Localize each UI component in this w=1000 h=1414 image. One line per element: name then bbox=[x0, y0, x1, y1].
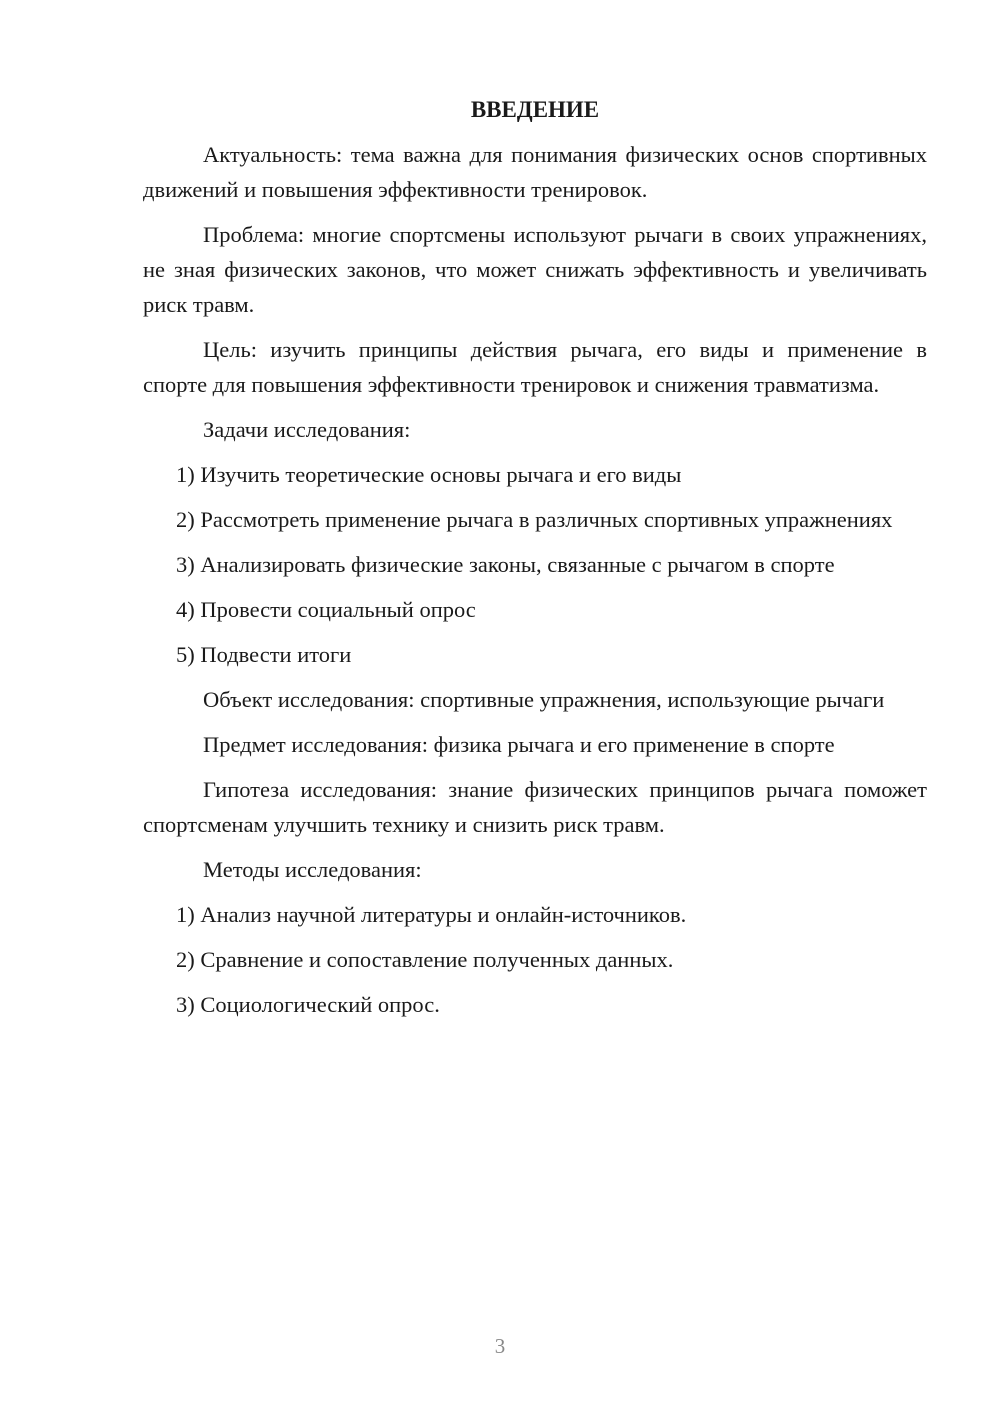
methods-title: Методы исследования: bbox=[203, 857, 422, 882]
task-item-4: 4) Провести социальный опрос bbox=[176, 597, 476, 622]
tasks-title: Задачи исследования: bbox=[203, 417, 411, 442]
problem-paragraph: Проблема: многие спортсмены используют рычаги в своих упражнениях, не зная физических законов, что может снижать эффективность и увеличивать риск травм. bbox=[143, 222, 927, 317]
page-number: 3 bbox=[494, 1334, 506, 1358]
method-item-2: 2) Сравнение и сопоставление полученных данных. bbox=[176, 947, 674, 972]
hypothesis-paragraph: Гипотеза исследования: знание физических принципов рычага поможет спортсменам улучшить технику и снизить риск травм. bbox=[143, 777, 927, 837]
task-item-5: 5) Подвести итоги bbox=[176, 642, 352, 667]
relevance-paragraph: Актуальность: тема важна для понимания физических основ спортивных движений и повышения эффективности тренировок. bbox=[143, 142, 927, 202]
subject-paragraph: Предмет исследования: физика рычага и его применение в спорте bbox=[203, 732, 835, 757]
method-item-3: 3) Социологический опрос. bbox=[176, 992, 440, 1017]
task-item-1: 1) Изучить теоретические основы рычага и его виды bbox=[176, 462, 682, 487]
section-heading: ВВЕДЕНИЕ bbox=[470, 97, 600, 122]
document-page bbox=[143, 92, 927, 1032]
goal-paragraph: Цель: изучить принципы действия рычага, его виды и применение в спорте для повышения эффективности тренировок и снижения травматизма. bbox=[143, 337, 927, 397]
task-item-2: 2) Рассмотреть применение рычага в различных спортивных упражнениях bbox=[176, 507, 893, 532]
object-paragraph: Объект исследования: спортивные упражнения, использующие рычаги bbox=[203, 687, 885, 712]
task-item-3: 3) Анализировать физические законы, связанные с рычагом в спорте bbox=[176, 552, 835, 577]
method-item-1: 1) Анализ научной литературы и онлайн-источников. bbox=[176, 902, 687, 927]
